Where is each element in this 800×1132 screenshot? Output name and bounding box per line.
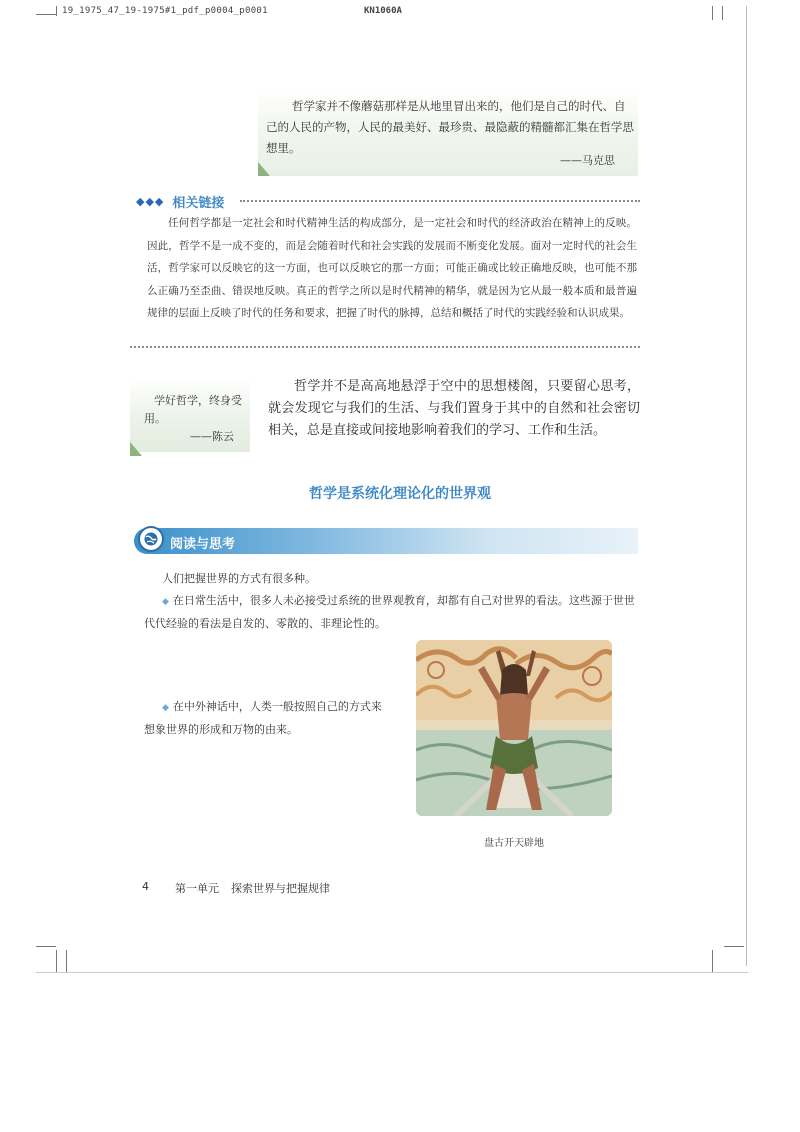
reading-banner-title: 阅读与思考 (170, 537, 236, 552)
crop-mark (712, 950, 713, 972)
reading-item-1 (144, 590, 642, 635)
bullet-icon: ◆ (162, 597, 169, 607)
marx-quote-text: 哲学家并不像蘑菇那样是从地里冒出来的，他们是自己的时代、自己的人民的产物，人民的最美好、最珍贵、最隐蔽的精髓都汇集在哲学思想里。 (266, 99, 634, 155)
reading-intro: 人们把握世界的方式有很多种。 (162, 572, 316, 585)
page-bottom-edge (36, 972, 748, 973)
main-paragraph: 哲学并不是高高地悬浮于空中的思想楼阁，只要留心思考，就会发现它与我们的生活、与我们置身于其中的自然和社会密切相关，总是直接或间接地影响着我们的学习、工作和生活。 (268, 379, 640, 438)
crop-mark (66, 950, 67, 972)
crop-mark (724, 946, 744, 947)
footer-unit-title: 探索世界与把握规律 (231, 882, 330, 895)
footer-unit: 第一单元 (175, 882, 219, 895)
image-caption: 盘古开天辟地 (484, 838, 544, 849)
related-links-body: 任何哲学都是一定社会和时代精神生活的构成部分，是一定社会和时代的经济政治在精神上的反映。因此，哲学不是一成不变的，而是会随着时代和社会实践的发展而不断变化发展。面对一定时代的社会生活，哲学家可以反映它的这一方面，也可以反映它的那一方面；可能正确或比较正确地反映，也可能不那么正确乃至歪曲、错误地反映。真正的哲学之所以是时代精神的精华，就是因为它从最一般本质和最普遍规律的层面上反映了时代的任务和要求，把握了时代的脉搏，总结和概括了时代的实践经验和认识成果。 (147, 217, 637, 319)
page-number: 4 (142, 880, 149, 893)
section-title: 哲学是系统化理论化的世界观 (309, 486, 491, 502)
pangu-illustration (416, 640, 612, 816)
crop-mark (56, 950, 57, 972)
diamond-icons: ◆◆◆ (136, 195, 165, 208)
crop-mark (36, 14, 56, 15)
crop-mark (722, 6, 723, 20)
side-quote-text: 学好哲学，终身受用。 (144, 394, 242, 425)
reading-item-1-text: 在日常生活中，很多人未必接受过系统的世界观教育，却都有自己对世界的看法。这些源于世世代代经验的看法是自发的、零散的、非理论性的。 (144, 594, 635, 630)
bullet-icon: ◆ (162, 703, 169, 713)
side-quote-author: ——陈云 (190, 430, 234, 443)
marx-quote-author: ——马克思 (560, 154, 615, 167)
side-quote-corner-triangle (130, 442, 142, 456)
crop-mark (56, 6, 57, 16)
dotted-divider-bottom (130, 346, 640, 348)
dotted-divider-top (240, 200, 640, 202)
related-links-heading (136, 192, 224, 211)
reading-item-2-text: 在中外神话中，人类一般按照自己的方式来想象世界的形成和万物的由来。 (144, 700, 382, 736)
related-links-title: 相关链接 (172, 196, 225, 211)
page-footer (142, 880, 330, 896)
reading-item-2 (144, 696, 384, 741)
scan-file-label: 19_1975_47_19-1975#1_pdf_p0004_p0001 (62, 6, 268, 16)
crop-mark (36, 946, 56, 947)
scan-code-label: KN1060A (364, 6, 402, 16)
pangu-illustration-svg (416, 640, 612, 816)
crop-mark (712, 6, 713, 20)
side-quote (144, 392, 244, 446)
globe-icon-svg (143, 531, 159, 547)
globe-icon (138, 526, 164, 552)
quote-corner-triangle (258, 162, 270, 176)
